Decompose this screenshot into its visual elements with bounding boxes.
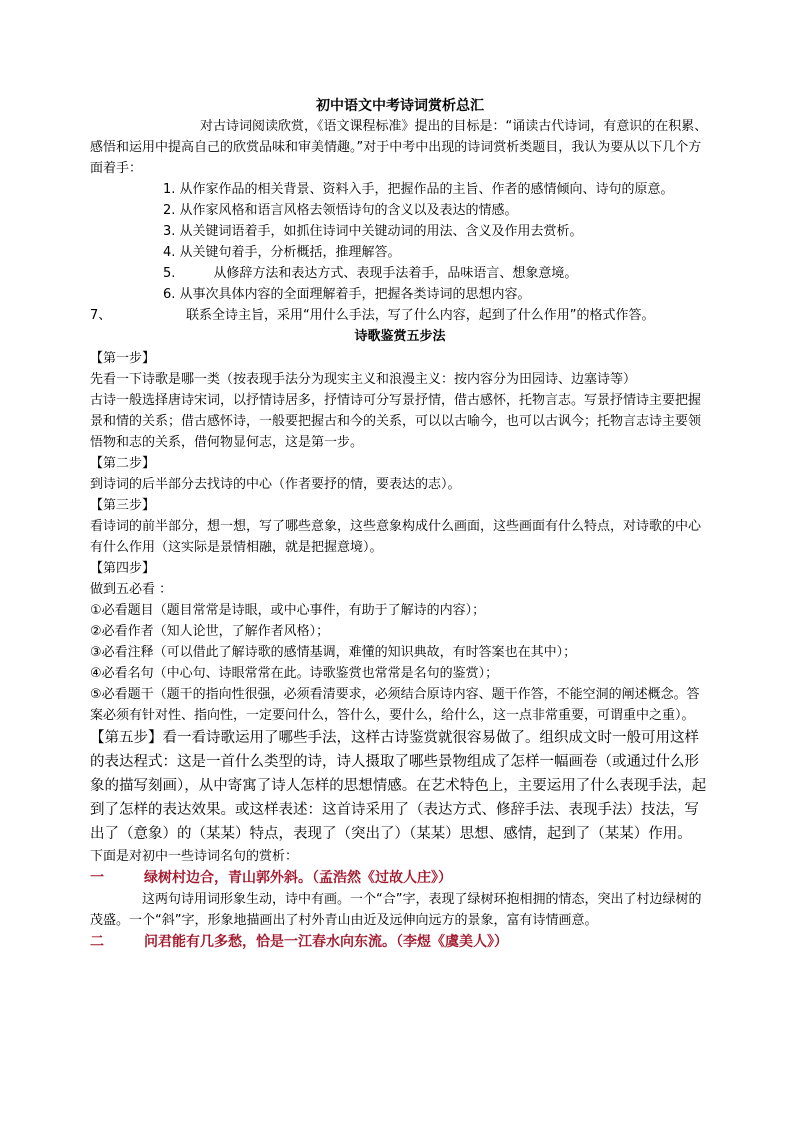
step4-item: ②必看作者（知人论世，了解作者风格）； bbox=[90, 624, 330, 639]
intro-paragraph: 对古诗词阅读欣赏，《语文课程标准》提出的目标是：“诵读古代诗词，有意识的在积累、感悟和运用中提高自己的欣赏品味和审美情趣。”对于中考中出现的诗词赏析类题目，我认为要从以下几个方面着手： bbox=[90, 119, 708, 176]
step3-text: 看诗词的前半部分，想一想，写了哪些意象，这些意象构成什么画面，这些画面有什么特点，对诗歌的中心有什么作用（这实际是景情相融，就是把握意境）。 bbox=[90, 519, 702, 555]
step1-detail: 古诗一般选择唐诗宋词，以抒情诗居多，抒情诗可分写景抒情，借古感怀，托物言志。写景抒情诗主要把握景和情的关系；借古感怀诗，一般要把握古和今的关系，可以以古喻今，也可以古讽今；托物言志诗主要领悟物和志的关系，借何物显何志，这是第一步。 bbox=[90, 393, 702, 450]
step5-text: 看一看诗歌运用了哪些手法，这样古诗鉴赏就很容易做了。组织成文时一般可用这样的表达程式：这是一首什么类型的诗，诗人摄取了哪些景物组成了怎样一幅画卷（或通过什么形象的描写刻画），从中寄寓了诗人怎样的思想情感。在艺术特色上，主要运用了什么表现手法，起到了怎样的表达效果。或这样表述：这首诗采用了（表达方式、修辞手法、表现手法）技法，写出了（意象）的（某某）特点，表现了（突出了）（某某）思想、感情，起到了（某某）作用。 bbox=[90, 730, 707, 842]
step2-text: 到诗词的后半部分去找诗的中心（作者要抒的情，要表达的志）。 bbox=[90, 477, 461, 492]
section-subtitle: 诗歌鉴赏五步法 bbox=[354, 329, 446, 344]
step4-item: ④必看名句（中心句、诗眼常常在此。诗歌鉴赏也常常是名句的鉴赏）； bbox=[90, 666, 499, 681]
list-item: 4. 从关键句着手，分析概括，推理解答。 bbox=[163, 245, 401, 260]
step4-item: ③必看注释（可以借此了解诗歌的感情基调，难懂的知识典故，有时答案也在其中）； bbox=[90, 645, 577, 660]
step5-paragraph bbox=[90, 726, 710, 846]
quote-line: 二 问君能有几多愁，恰是一江春水向东流。（李煜《虞美人》） bbox=[90, 934, 508, 950]
closing-line: 下面是对初中一些诗词名句的赏析： bbox=[90, 849, 299, 864]
step-heading: 【第五步】 bbox=[90, 730, 163, 746]
step1-text: 先看一下诗歌是哪一类（按表现手法分为现实主义和浪漫主义：按内容分为田园诗、边塞诗等） bbox=[90, 372, 637, 387]
step-heading: 【第四步】 bbox=[90, 561, 156, 576]
step-heading: 【第三步】 bbox=[90, 498, 156, 513]
step4-intro: 做到五必看 ： bbox=[90, 582, 173, 597]
list-item: 2. 从作家风格和语言风格去领悟诗句的含义以及表达的情感。 bbox=[163, 203, 518, 218]
list-item: 3. 从关键词语着手，如抓住诗词中关键动词的用法、含义及作用去赏析。 bbox=[163, 224, 583, 239]
document-page bbox=[90, 96, 710, 953]
step4-item: ⑤必看题干（题干的指向性很强，必须看清要求，必须结合原诗内容、题干作答，不能空洞的阐述概念。答案必须有针对性、指向性，一定要问什么，答什么，要什么，给什么，这一点非常重要，可谓重中之重）。 bbox=[90, 687, 700, 723]
list-item: 5. 从修辞方法和表达方式、表现手法着手，品味语言、想象意境。 bbox=[163, 266, 578, 281]
list-item: 6. 从事次具体内容的全面理解着手，把握各类诗词的思想内容。 bbox=[163, 287, 531, 302]
document-title: 初中语文中考诗词赏析总汇 bbox=[316, 98, 484, 114]
quote-line: 一 绿树村边合，青山郭外斜。（孟浩然《过故人庄》） bbox=[90, 870, 452, 886]
step-heading: 【第二步】 bbox=[90, 456, 156, 471]
list-item: 1. 从作家作品的相关背景、资料入手，把握作品的主旨、作者的感情倾向、诗句的原意。 bbox=[163, 182, 674, 197]
step4-item: ①必看题目（题目常常是诗眼，或中心事件，有助于了解诗的内容）； bbox=[90, 603, 486, 618]
step-heading: 【第一步】 bbox=[90, 351, 156, 366]
quote-comment: 这两句诗用词形象生动，诗中有画。一个“合”字，表现了绿树环抱相拥的情态，突出了村边绿树的茂盛。一个“斜”字，形象地描画出了村外青山由近及远伸向远方的景象，富有诗情画意。 bbox=[90, 892, 702, 928]
list-item-7: 7、 联系全诗主旨，采用“用什么手法，写了什么内容，起到了什么作用”的格式作答。 bbox=[90, 308, 655, 323]
